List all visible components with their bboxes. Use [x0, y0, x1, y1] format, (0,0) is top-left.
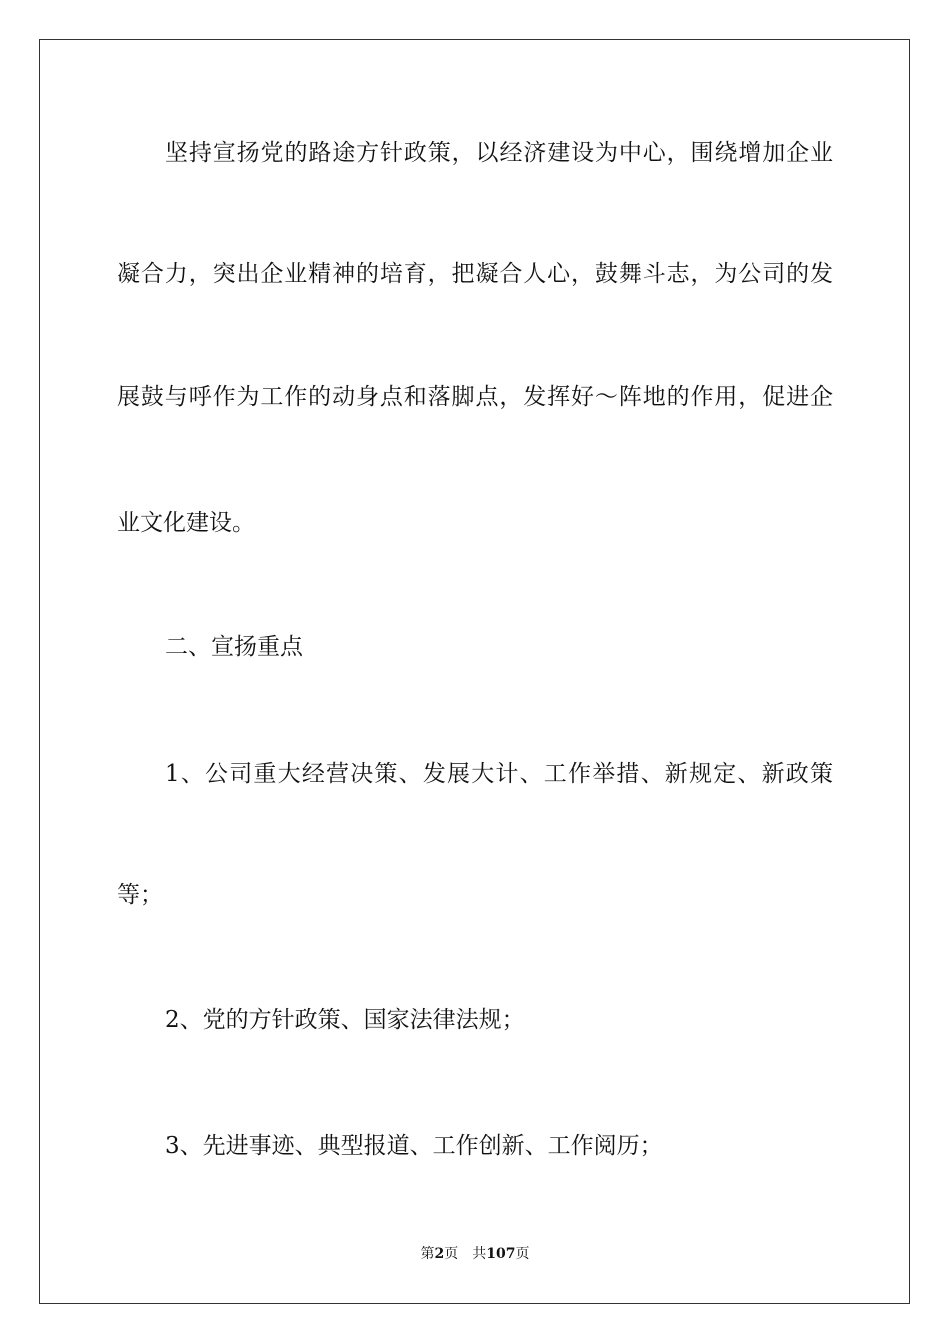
total-prefix: 共: [472, 1246, 487, 1262]
paragraph-1-line-2: 凝合力，突出企业精神的培育，把凝合人心，鼓舞斗志，为公司的发: [117, 261, 833, 287]
paragraph-1-line-3: 展鼓与呼作为工作的动身点和落脚点，发挥好～阵地的作用，促进企: [117, 384, 833, 410]
page-number: 2: [434, 1246, 445, 1262]
list-item-1-line-1: 1、公司重大经营决策、发展大计、工作举措、新规定、新政策: [165, 761, 833, 787]
page-suffix: 页: [444, 1246, 459, 1262]
page-border: [39, 39, 910, 1304]
section-heading: 二、宣扬重点: [165, 634, 303, 660]
paragraph-1-line-4: 业文化建设。: [117, 510, 255, 536]
total-suffix: 页: [515, 1246, 530, 1262]
list-item-2: 2、党的方针政策、国家法律法规；: [165, 1007, 525, 1033]
total-pages: 107: [486, 1246, 516, 1262]
paragraph-1-line-1: 坚持宣扬党的路途方针政策，以经济建设为中心，围绕增加企业: [165, 140, 833, 166]
list-item-3: 3、先进事迹、典型报道、工作创新、工作阅历；: [165, 1133, 663, 1159]
page-footer: [0, 1244, 950, 1264]
page-prefix: 第: [420, 1246, 435, 1262]
list-item-1-line-2: 等；: [117, 882, 163, 908]
